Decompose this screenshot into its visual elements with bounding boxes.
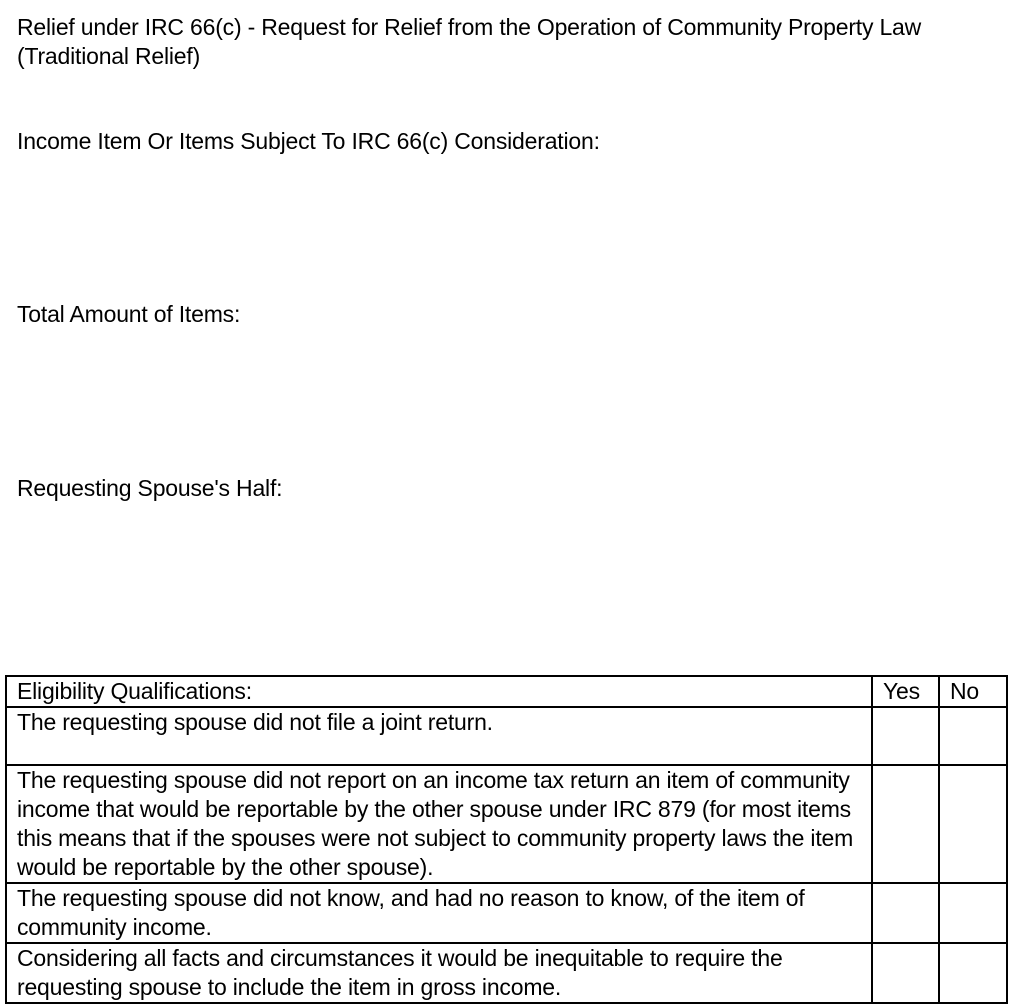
table-row (6, 765, 1007, 883)
no-cell[interactable] (939, 883, 1007, 943)
yes-cell[interactable] (872, 883, 939, 943)
yes-cell[interactable] (872, 943, 939, 1003)
header-no: No (939, 676, 1007, 707)
yes-cell[interactable] (872, 707, 939, 765)
yes-cell[interactable] (872, 765, 939, 883)
header-yes: Yes (872, 676, 939, 707)
no-cell[interactable] (939, 707, 1007, 765)
qualification-text: Considering all facts and circumstances it would be inequitable to require the requesting spouse to include the item in gross income. (6, 943, 872, 1003)
header-qualifications: Eligibility Qualifications: (6, 676, 872, 707)
qualification-text: The requesting spouse did not know, and had no reason to know, of the item of community income. (6, 883, 872, 943)
table-row (6, 883, 1007, 943)
qualification-text: The requesting spouse did not file a joint return. (6, 707, 872, 765)
income-items-label: Income Item Or Items Subject To IRC 66(c) Consideration: (17, 128, 600, 154)
eligibility-table (5, 675, 1008, 1004)
total-amount-label: Total Amount of Items: (17, 301, 241, 327)
no-cell[interactable] (939, 765, 1007, 883)
no-cell[interactable] (939, 943, 1007, 1003)
qualification-text: The requesting spouse did not report on an income tax return an item of community income that would be reportable by the other spouse under IRC 879 (for most items this means that if the spouses were not subject to community property laws the item would be reportable by the other spouse). (6, 765, 872, 883)
table-header-row (6, 676, 1007, 707)
spouse-half-label: Requesting Spouse's Half: (17, 475, 283, 501)
table-row (6, 943, 1007, 1003)
document-title: Relief under IRC 66(c) - Request for Relief from the Operation of Community Property Law (Traditional Relief) (17, 14, 922, 69)
table-row (6, 707, 1007, 765)
